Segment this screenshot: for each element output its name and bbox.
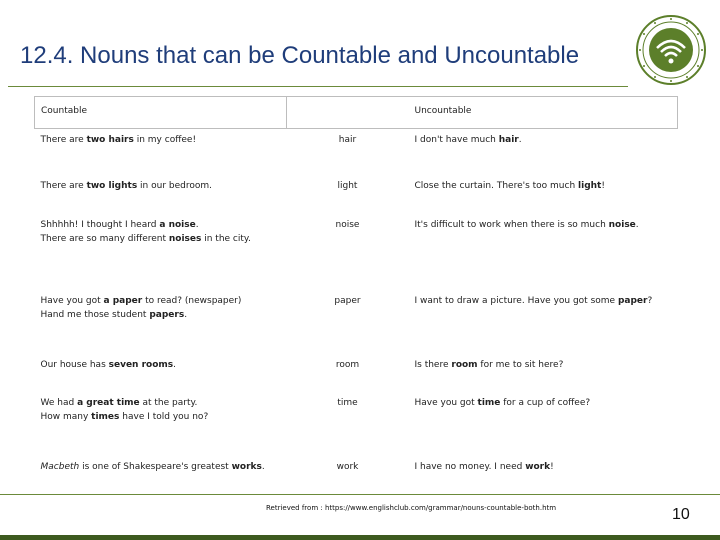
noun-word: hair [338, 135, 357, 145]
countable-example: Shhhhh! I thought I heard a noise. There are so many different noises in the city. [40, 219, 251, 244]
table-header-row [35, 97, 678, 129]
title-divider [8, 86, 628, 87]
uncountable-example: Have you got time for a cup of coffee? [414, 397, 591, 408]
noun-word: paper [334, 295, 361, 306]
nouns-table-container [34, 96, 677, 504]
countable-example: Our house has seven rooms. [40, 359, 177, 370]
header-word [287, 97, 409, 129]
footer-divider [0, 494, 720, 495]
countable-example: Have you got a paper to read? (newspaper) Hand me those student papers. [40, 295, 242, 320]
page-number: 10 [672, 506, 690, 523]
countable-example: There are two hairs in my coffee! [40, 135, 197, 145]
countable-example: Macbeth is one of Shakespeare's greatest works. [40, 461, 265, 472]
table-row [35, 392, 678, 456]
table-row [35, 354, 678, 392]
countable-example: We had a great time at the party. How many times have I told you no? [40, 397, 209, 422]
noun-word: time [337, 397, 358, 408]
table-body [35, 129, 678, 504]
table-row [35, 175, 678, 214]
noun-word: room [335, 359, 360, 370]
noun-word: noise [335, 219, 360, 230]
header-uncountable: Uncountable [409, 97, 678, 129]
footer-bar [0, 535, 720, 540]
table-row [35, 214, 678, 290]
noun-word: light [337, 180, 358, 191]
noun-word: work [336, 461, 359, 472]
table-row [35, 290, 678, 354]
header-countable: Countable [35, 97, 287, 129]
countable-example: There are two lights in our bedroom. [40, 180, 212, 191]
table-row [35, 129, 678, 175]
uncountable-example: I have no money. I need work! [414, 461, 554, 472]
uncountable-example: It's difficult to work when there is so much noise. [414, 219, 639, 230]
nouns-table [34, 96, 678, 504]
uncountable-example: Is there room for me to sit here? [414, 359, 564, 370]
uncountable-example: Close the curtain. There's too much light! [414, 180, 605, 191]
source-citation: Retrieved from : https://www.englishclub.com/grammar/nouns-countable-both.htm [266, 504, 557, 512]
university-seal-logo-icon [635, 14, 707, 86]
page-title: 12.4. Nouns that can be Countable and Uncountable [20, 42, 580, 69]
table-row [35, 456, 678, 504]
uncountable-example: I don't have much hair. [414, 135, 522, 145]
uncountable-example: I want to draw a picture. Have you got some paper? [414, 295, 653, 306]
